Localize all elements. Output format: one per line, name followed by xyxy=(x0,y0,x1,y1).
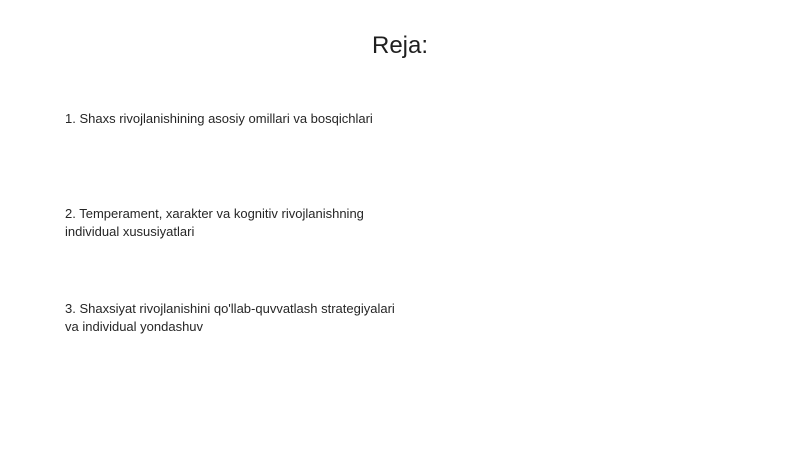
plan-item-3: 3. Shaxsiyat rivojlanishini qo'llab-quvvatlash strategiyalari va individual yondashuv xyxy=(65,301,395,334)
slide-title: Reja: xyxy=(371,32,429,59)
plan-item-1: 1. Shaxs rivojlanishining asosiy omillari va bosqichlari xyxy=(65,111,373,126)
plan-item-2: 2. Temperament, xarakter va kognitiv rivojlanishning individual xususiyatlari xyxy=(65,206,364,239)
